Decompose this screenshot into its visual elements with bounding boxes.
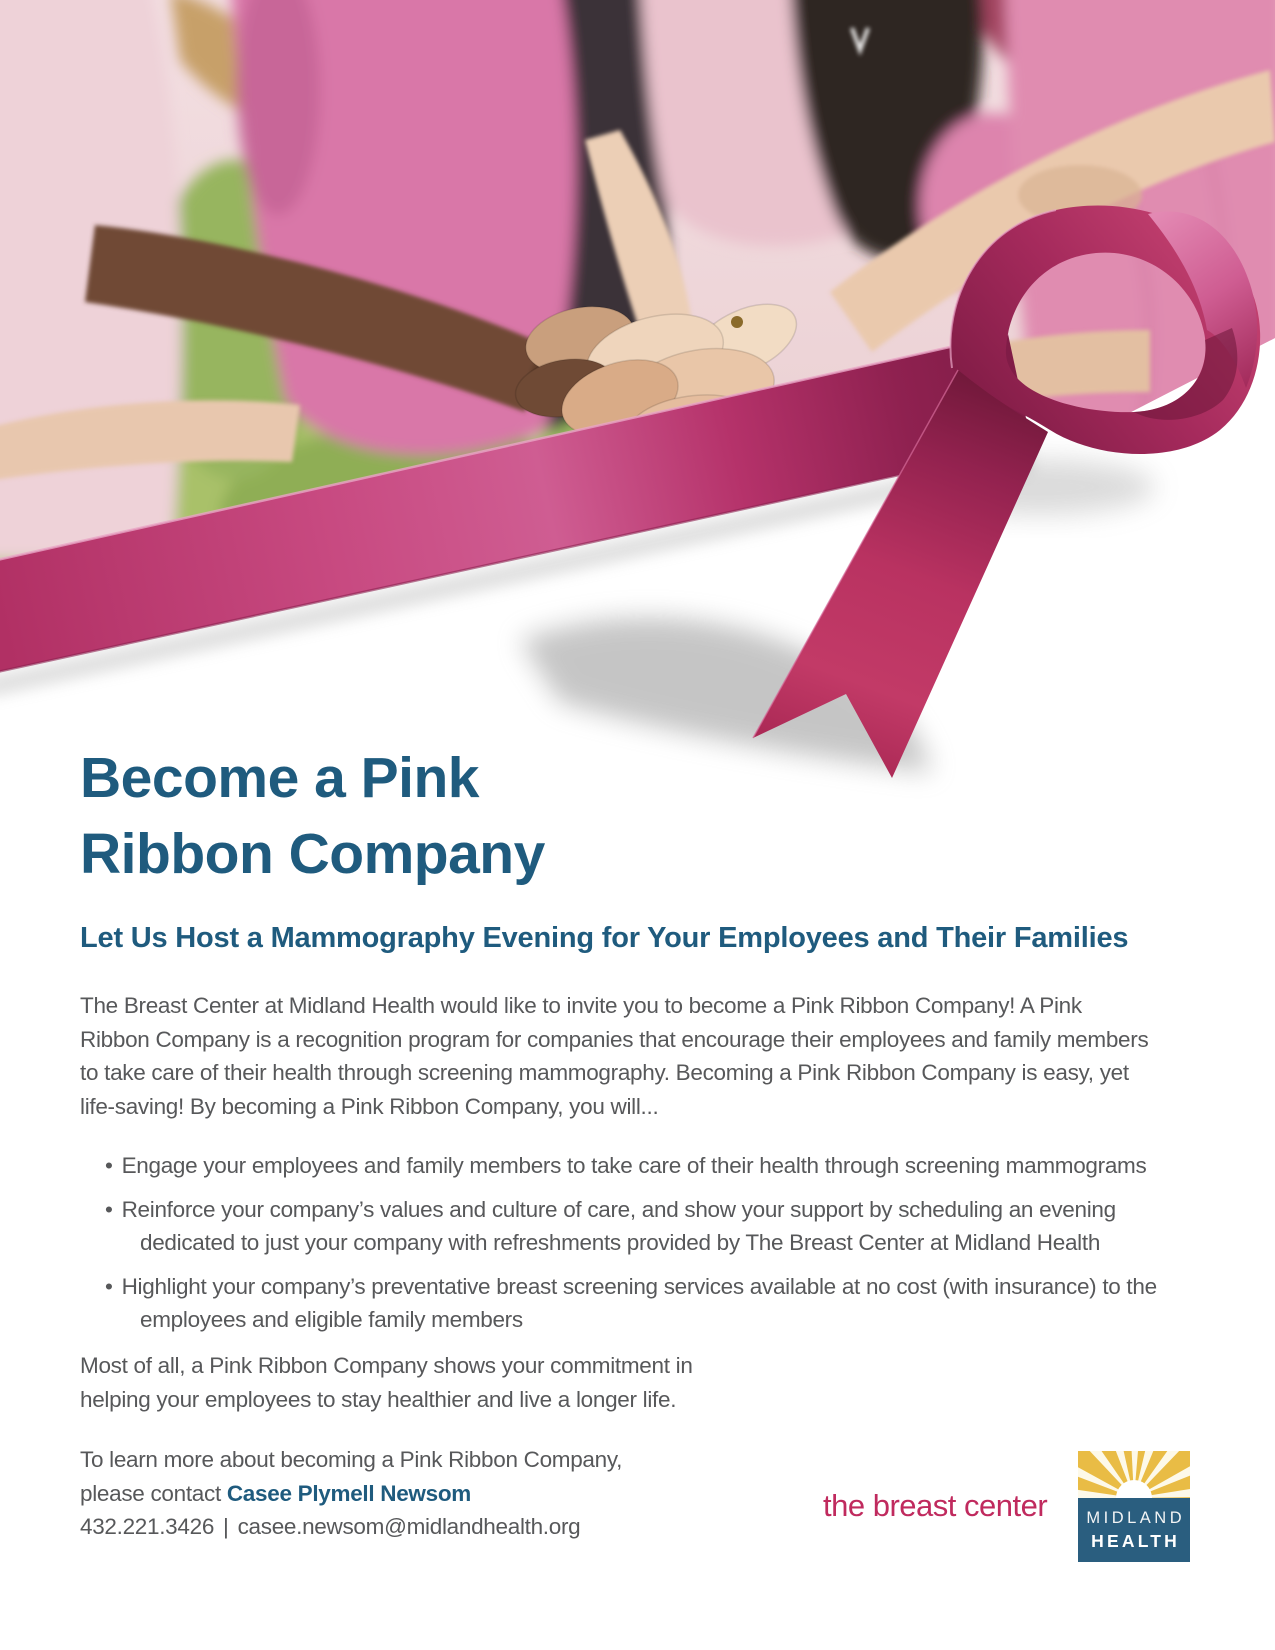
pink-ribbon	[0, 206, 1260, 778]
title-line: Ribbon Company	[80, 822, 545, 886]
contact-prefix: please contact	[80, 1480, 227, 1506]
contact-name: Casee Plymell Newsom	[226, 1480, 471, 1506]
bullet-list	[105, 1149, 1157, 1347]
bullet-marker: •	[105, 1153, 113, 1178]
bullet-text: dedicated to just your company with refreshments provided by The Breast Center at Midland Health	[140, 1230, 1101, 1255]
subheading: Let Us Host a Mammography Evening for Your Employees and Their Families	[80, 922, 1129, 954]
list-item	[105, 1270, 1157, 1337]
bullet-text: Highlight your company’s preventative breast screening services available at no cost (with insurance) to the	[121, 1273, 1157, 1299]
contact-separator: |	[223, 1514, 229, 1539]
breast-center-wordmark: the breast center	[823, 1488, 1048, 1523]
text-line: life-saving! By becoming a Pink Ribbon Company, you will...	[80, 1093, 659, 1119]
hero-photo	[0, 0, 1275, 605]
bullet-marker: •	[105, 1196, 113, 1222]
midland-health-logo	[1078, 1451, 1190, 1562]
text-line: To learn more about becoming a Pink Ribbon Company,	[80, 1447, 623, 1472]
text-line: to take care of their health through screening mammography. Becoming a Pink Ribbon Company is easy, yet	[80, 1060, 1129, 1085]
bullet-text: employees and eligible family members	[140, 1307, 523, 1332]
closing-paragraph	[80, 1349, 693, 1416]
hero-graphic	[0, 0, 1275, 800]
ribbon-shadow	[0, 450, 1155, 772]
intro-paragraph	[80, 989, 1148, 1123]
sunburst-icon	[1078, 1451, 1190, 1498]
text-line: helping your employees to stay healthier and live a longer life.	[80, 1386, 677, 1412]
bullet-text: Reinforce your company’s values and culture of care, and show your support by scheduling an evening	[121, 1196, 1116, 1222]
text-line: Most of all, a Pink Ribbon Company shows your commitment in	[80, 1353, 693, 1378]
contact-email: casee.newsom@midlandhealth.org	[237, 1514, 581, 1539]
contact-block	[80, 1443, 622, 1544]
text-line: The Breast Center at Midland Health would like to invite you to become a Pink Ribbon Company! A Pink	[80, 993, 1082, 1018]
contact-phone: 432.221.3426	[80, 1514, 215, 1539]
stacked-hands	[511, 290, 808, 465]
bullet-text: Engage your employees and family members to take care of their health through screening mammograms	[121, 1153, 1147, 1178]
bullet-marker: •	[105, 1273, 113, 1299]
list-item	[105, 1193, 1157, 1260]
list-item	[105, 1149, 1157, 1183]
title-line: Become a Pink	[80, 746, 480, 810]
text-line: Ribbon Company is a recognition program for companies that encourage their employees and family members	[80, 1026, 1149, 1052]
logo-health-text: HEALTH	[1091, 1530, 1181, 1551]
page-title	[80, 740, 545, 892]
logo-midland-text: MIDLAND	[1086, 1508, 1186, 1527]
logo-text-box	[1078, 1498, 1190, 1562]
